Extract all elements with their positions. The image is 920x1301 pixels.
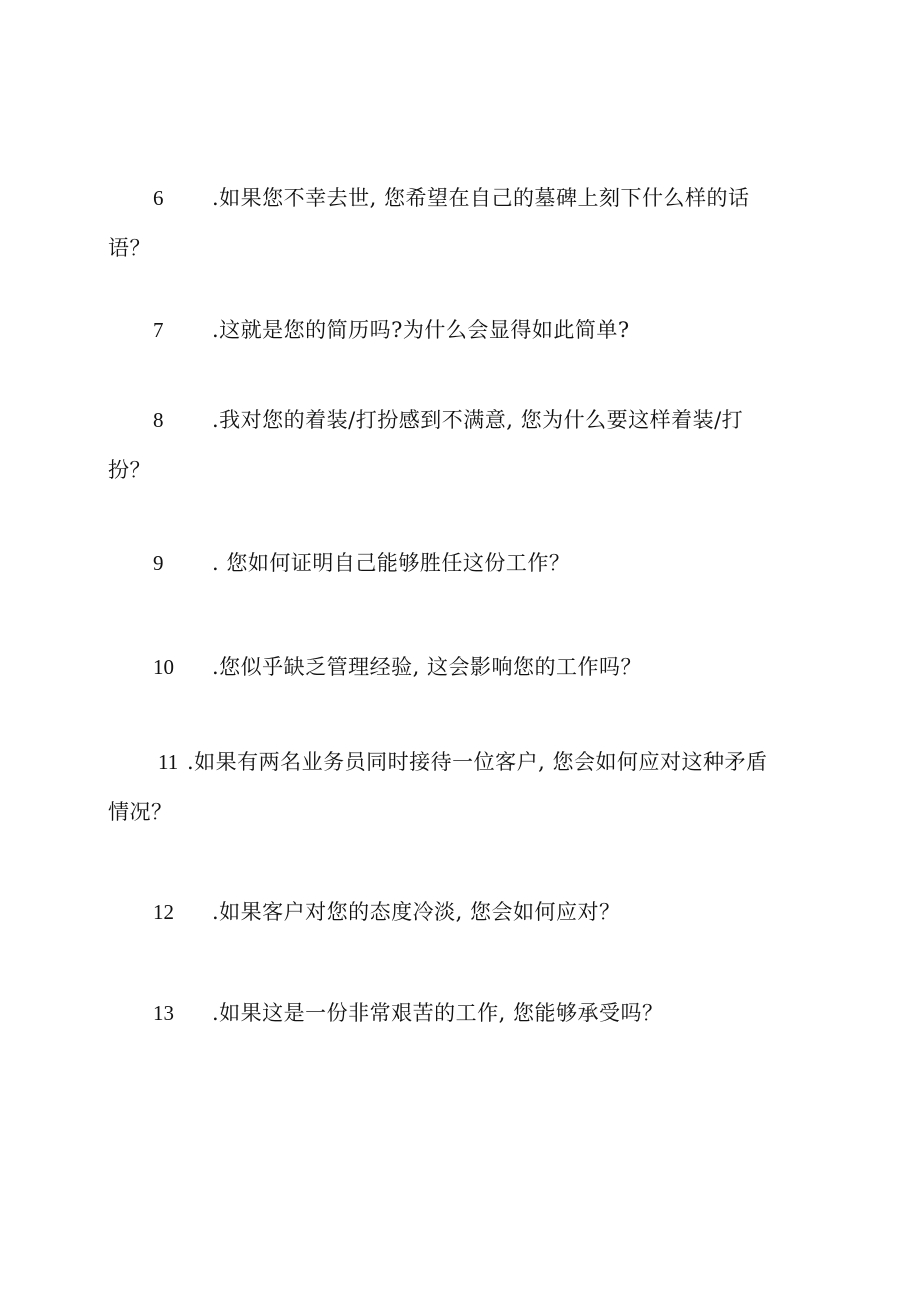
question-text: .如果客户对您的态度冷淡, 您会如何应对？ bbox=[212, 900, 621, 924]
question-text: .如果这是一份非常艰苦的工作, 您能够承受吗？ bbox=[212, 1001, 664, 1025]
question-number: 10 bbox=[153, 655, 174, 679]
question-text-continuation: 情况？ bbox=[108, 800, 173, 824]
question-text: .这就是您的简历吗?为什么会显得如此简单? bbox=[212, 318, 630, 342]
question-number: 9 bbox=[153, 551, 164, 575]
question-text: .您似乎缺乏管理经验, 这会影响您的工作吗？ bbox=[212, 655, 643, 679]
question-number: 7 bbox=[153, 318, 164, 342]
question-text-continuation: 扮？ bbox=[108, 458, 151, 482]
question-text: .如果您不幸去世, 您希望在自己的墓碑上刻下什么样的话 bbox=[212, 186, 750, 210]
question-number: 8 bbox=[153, 408, 164, 432]
question-text: .如果有两名业务员同时接待一位客户, 您会如何应对这种矛盾 bbox=[187, 750, 768, 774]
question-number: 13 bbox=[153, 1001, 174, 1025]
question-text: . 您如何证明自己能够胜任这份工作？ bbox=[212, 551, 571, 575]
question-number: 11 bbox=[158, 750, 179, 774]
question-number: 12 bbox=[153, 900, 174, 924]
question-text: .我对您的着装/打扮感到不满意, 您为什么要这样着装/打 bbox=[212, 408, 744, 432]
question-text-continuation: 语？ bbox=[108, 236, 151, 260]
question-number: 6 bbox=[153, 186, 164, 210]
